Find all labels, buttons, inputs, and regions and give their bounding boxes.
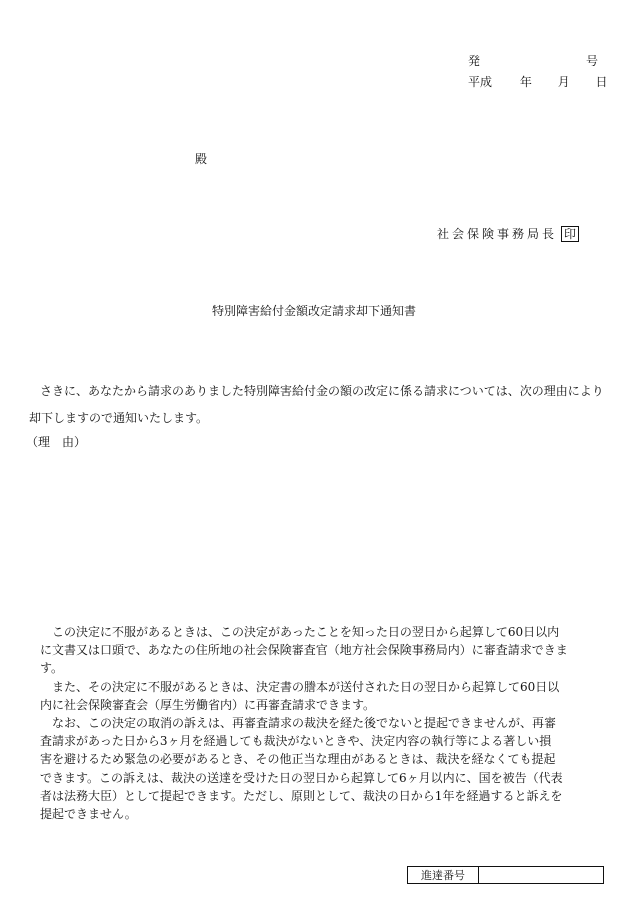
notice-p1-line1: この決定に不服があるときは、この決定があったことを知った日の翌日から起算して60日以内 (52, 625, 560, 639)
body-line-1: さきに、あなたから請求のありました特別障害給付金の額の改定に係る請求については、次の理由により (40, 384, 604, 398)
document-title: 特別障害給付金額改定請求却下通知書 (212, 304, 417, 318)
sender-title: 社会保険事務局長 (437, 227, 558, 241)
notice-p3-line2: 査請求があった日から3ヶ月を経過しても裁決がないときや、決定内容の執行等による著しい損 (40, 734, 552, 749)
notice-p3-line5: 者は法務大臣）として提起できます。ただし、原則として、裁決の日から1年を経過すると訴えを (40, 788, 563, 803)
notice-p3-line1: なお、この決定の取消の訴えは、再審査請求の裁決を経た後でないと提起できませんが、再審 (52, 716, 557, 731)
official-seal: 印 (561, 226, 579, 242)
reference-number-field (479, 867, 604, 884)
notice-p3-line6: 提起できません。 (40, 807, 137, 822)
sender-line (437, 225, 579, 242)
day-label: 日 (595, 75, 608, 89)
addressee-honorific: 殿 (195, 152, 208, 166)
month-label: 月 (557, 75, 570, 89)
document-number-row (468, 52, 598, 69)
era-label: 平成 (468, 75, 493, 89)
number-label: 発 (468, 54, 481, 68)
date-row (468, 73, 608, 90)
year-label: 年 (519, 75, 532, 89)
number-suffix: 号 (585, 54, 598, 68)
notice-p2-line2: 内に社会保険審査会（厚生労働省内）に再審査請求できます。 (40, 697, 376, 712)
reference-number-label: 進達番号 (408, 867, 479, 884)
reason-label: （理 由） (26, 435, 87, 449)
notice-p1-line2: に文書又は口頭で、あなたの住所地の社会保険審査官（地方社会保険事務局内）に審査請求できま (40, 643, 568, 658)
notice-p3-line4: できます。この訴えは、裁決の送達を受けた日の翌日から起算して6ヶ月以内に、国を被告（代表 (40, 770, 563, 785)
body-line-2: 却下しますので通知いたします。 (29, 411, 209, 425)
notice-p2-line1: また、その決定に不服があるときは、決定書の謄本が送付された日の翌日から起算して60日以 (52, 679, 560, 694)
reference-number-box (407, 866, 604, 884)
notice-p3-line3: 害を避けるため緊急の必要があるとき、その他正当な理由があるときは、裁決を経なくても提起 (40, 752, 556, 767)
appeal-notice (40, 623, 568, 823)
notice-p1-line3: す。 (40, 661, 64, 676)
